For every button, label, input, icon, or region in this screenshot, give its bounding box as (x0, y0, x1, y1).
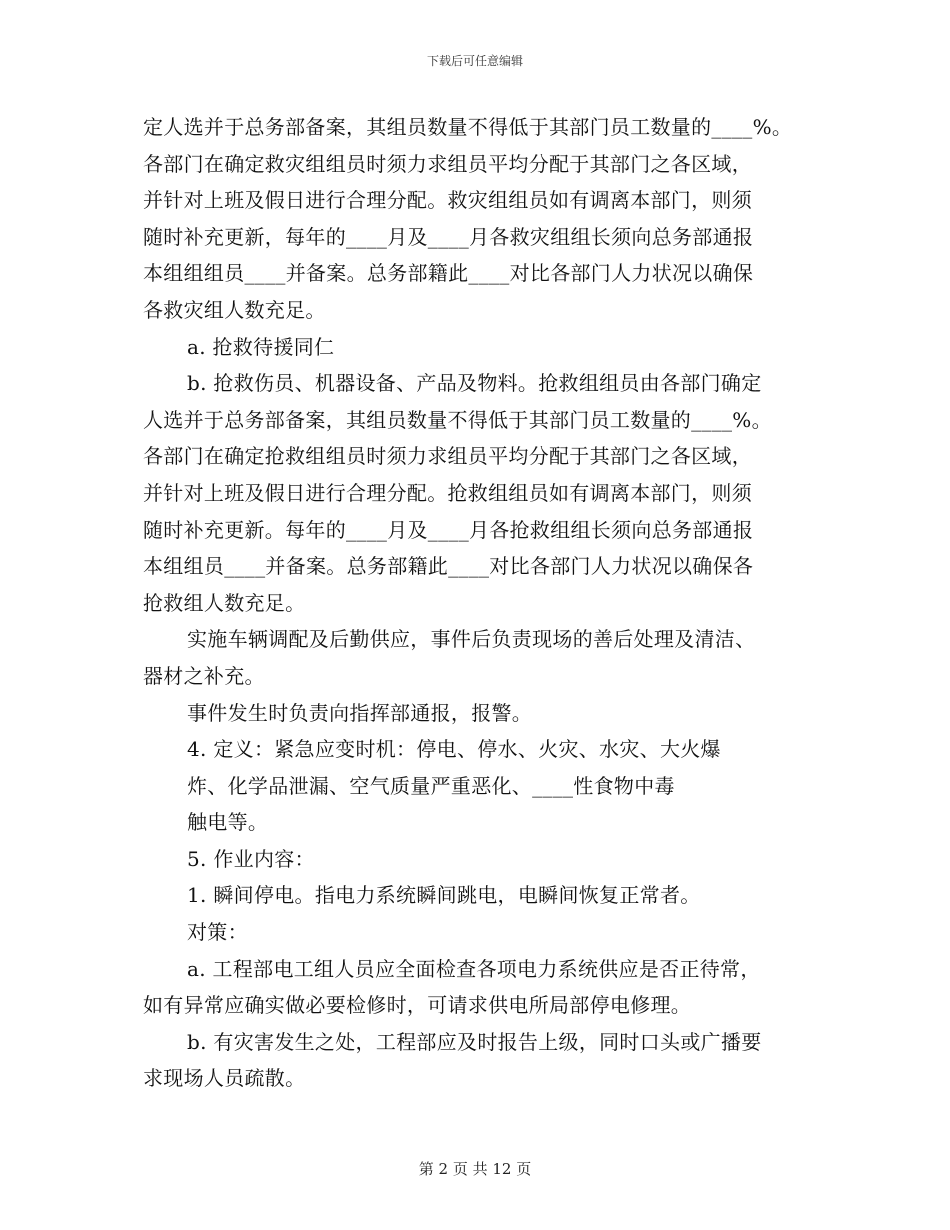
text-line: 人选并于总务部备案，其组员数量不得低于其部门员工数量的____%。 (143, 407, 772, 432)
header-note: 下载后可任意编辑 (426, 54, 523, 68)
text-line: 抢救组人数充足。 (143, 590, 306, 615)
text-line: 触电等。 (187, 810, 269, 835)
text-line: b. 有灾害发生之处，工程部应及时报告上级，同时口头或广播要 (187, 1029, 762, 1054)
text-line: 定人选并于总务部备案，其组员数量不得低于其部门员工数量的____%。 (143, 115, 793, 139)
text-line: 并针对上班及假日进行合理分配。救灾组组员如有调离本部门，则须 (143, 188, 752, 213)
text-line: 4. 定义：紧急应变时机：停电、停水、火灾、水灾、大火爆 (187, 737, 721, 762)
text-line: a. 工程部电工组人员应全面检查各项电力系统供应是否正待常， (187, 956, 761, 981)
text-line: 对策： (187, 920, 248, 945)
text-line: 事件发生时负责向指挥部通报，报警。 (187, 700, 533, 725)
text-line: 本组组组员____并备案。总务部籍此____对比各部门人力状况以确保 (143, 261, 754, 286)
text-line: 器材之补充。 (143, 663, 265, 688)
page-number-footer: 第 2 页 共 12 页 (418, 1160, 532, 1178)
text-line: 本组组员____并备案。总务部籍此____对比各部门人力状况以确保各 (143, 554, 754, 579)
document-body (143, 109, 823, 1097)
text-line: 并针对上班及假日进行合理分配。抢救组组员如有调离本部门，则须 (143, 480, 752, 505)
text-line: a. 抢救待援同仁 (187, 334, 335, 359)
text-line: 各部门在确定救灾组组员时须力求组员平均分配于其部门之各区域， (143, 151, 752, 176)
text-line: 如有异常应确实做必要检修时，可请求供电所局部停电修理。 (143, 993, 692, 1018)
text-line: 1. 瞬间停电。指电力系统瞬间跳电，电瞬间恢复正常者。 (187, 883, 701, 908)
text-line: 随时补充更新。每年的____月及____月各抢救组组长须向总务部通报 (143, 517, 754, 542)
text-line: 随时补充更新，每年的____月及____月各救灾组组长须向总务部通报 (143, 224, 754, 249)
text-line: b. 抢救伤员、机器设备、产品及物料。抢救组组员由各部门确定 (187, 371, 762, 396)
text-line: 炸、化学品泄漏、空气质量严重恶化、____性食物中毒 (187, 773, 675, 798)
text-line: 5. 作业内容： (187, 846, 315, 871)
text-line: 求现场人员疏散。 (143, 1066, 306, 1091)
text-line: 各部门在确定抢救组组员时须力求组员平均分配于其部门之各区域， (143, 444, 752, 469)
text-line: 各救灾组人数充足。 (143, 297, 326, 322)
text-line: 实施车辆调配及后勤供应，事件后负责现场的善后处理及清洁、 (187, 627, 756, 652)
